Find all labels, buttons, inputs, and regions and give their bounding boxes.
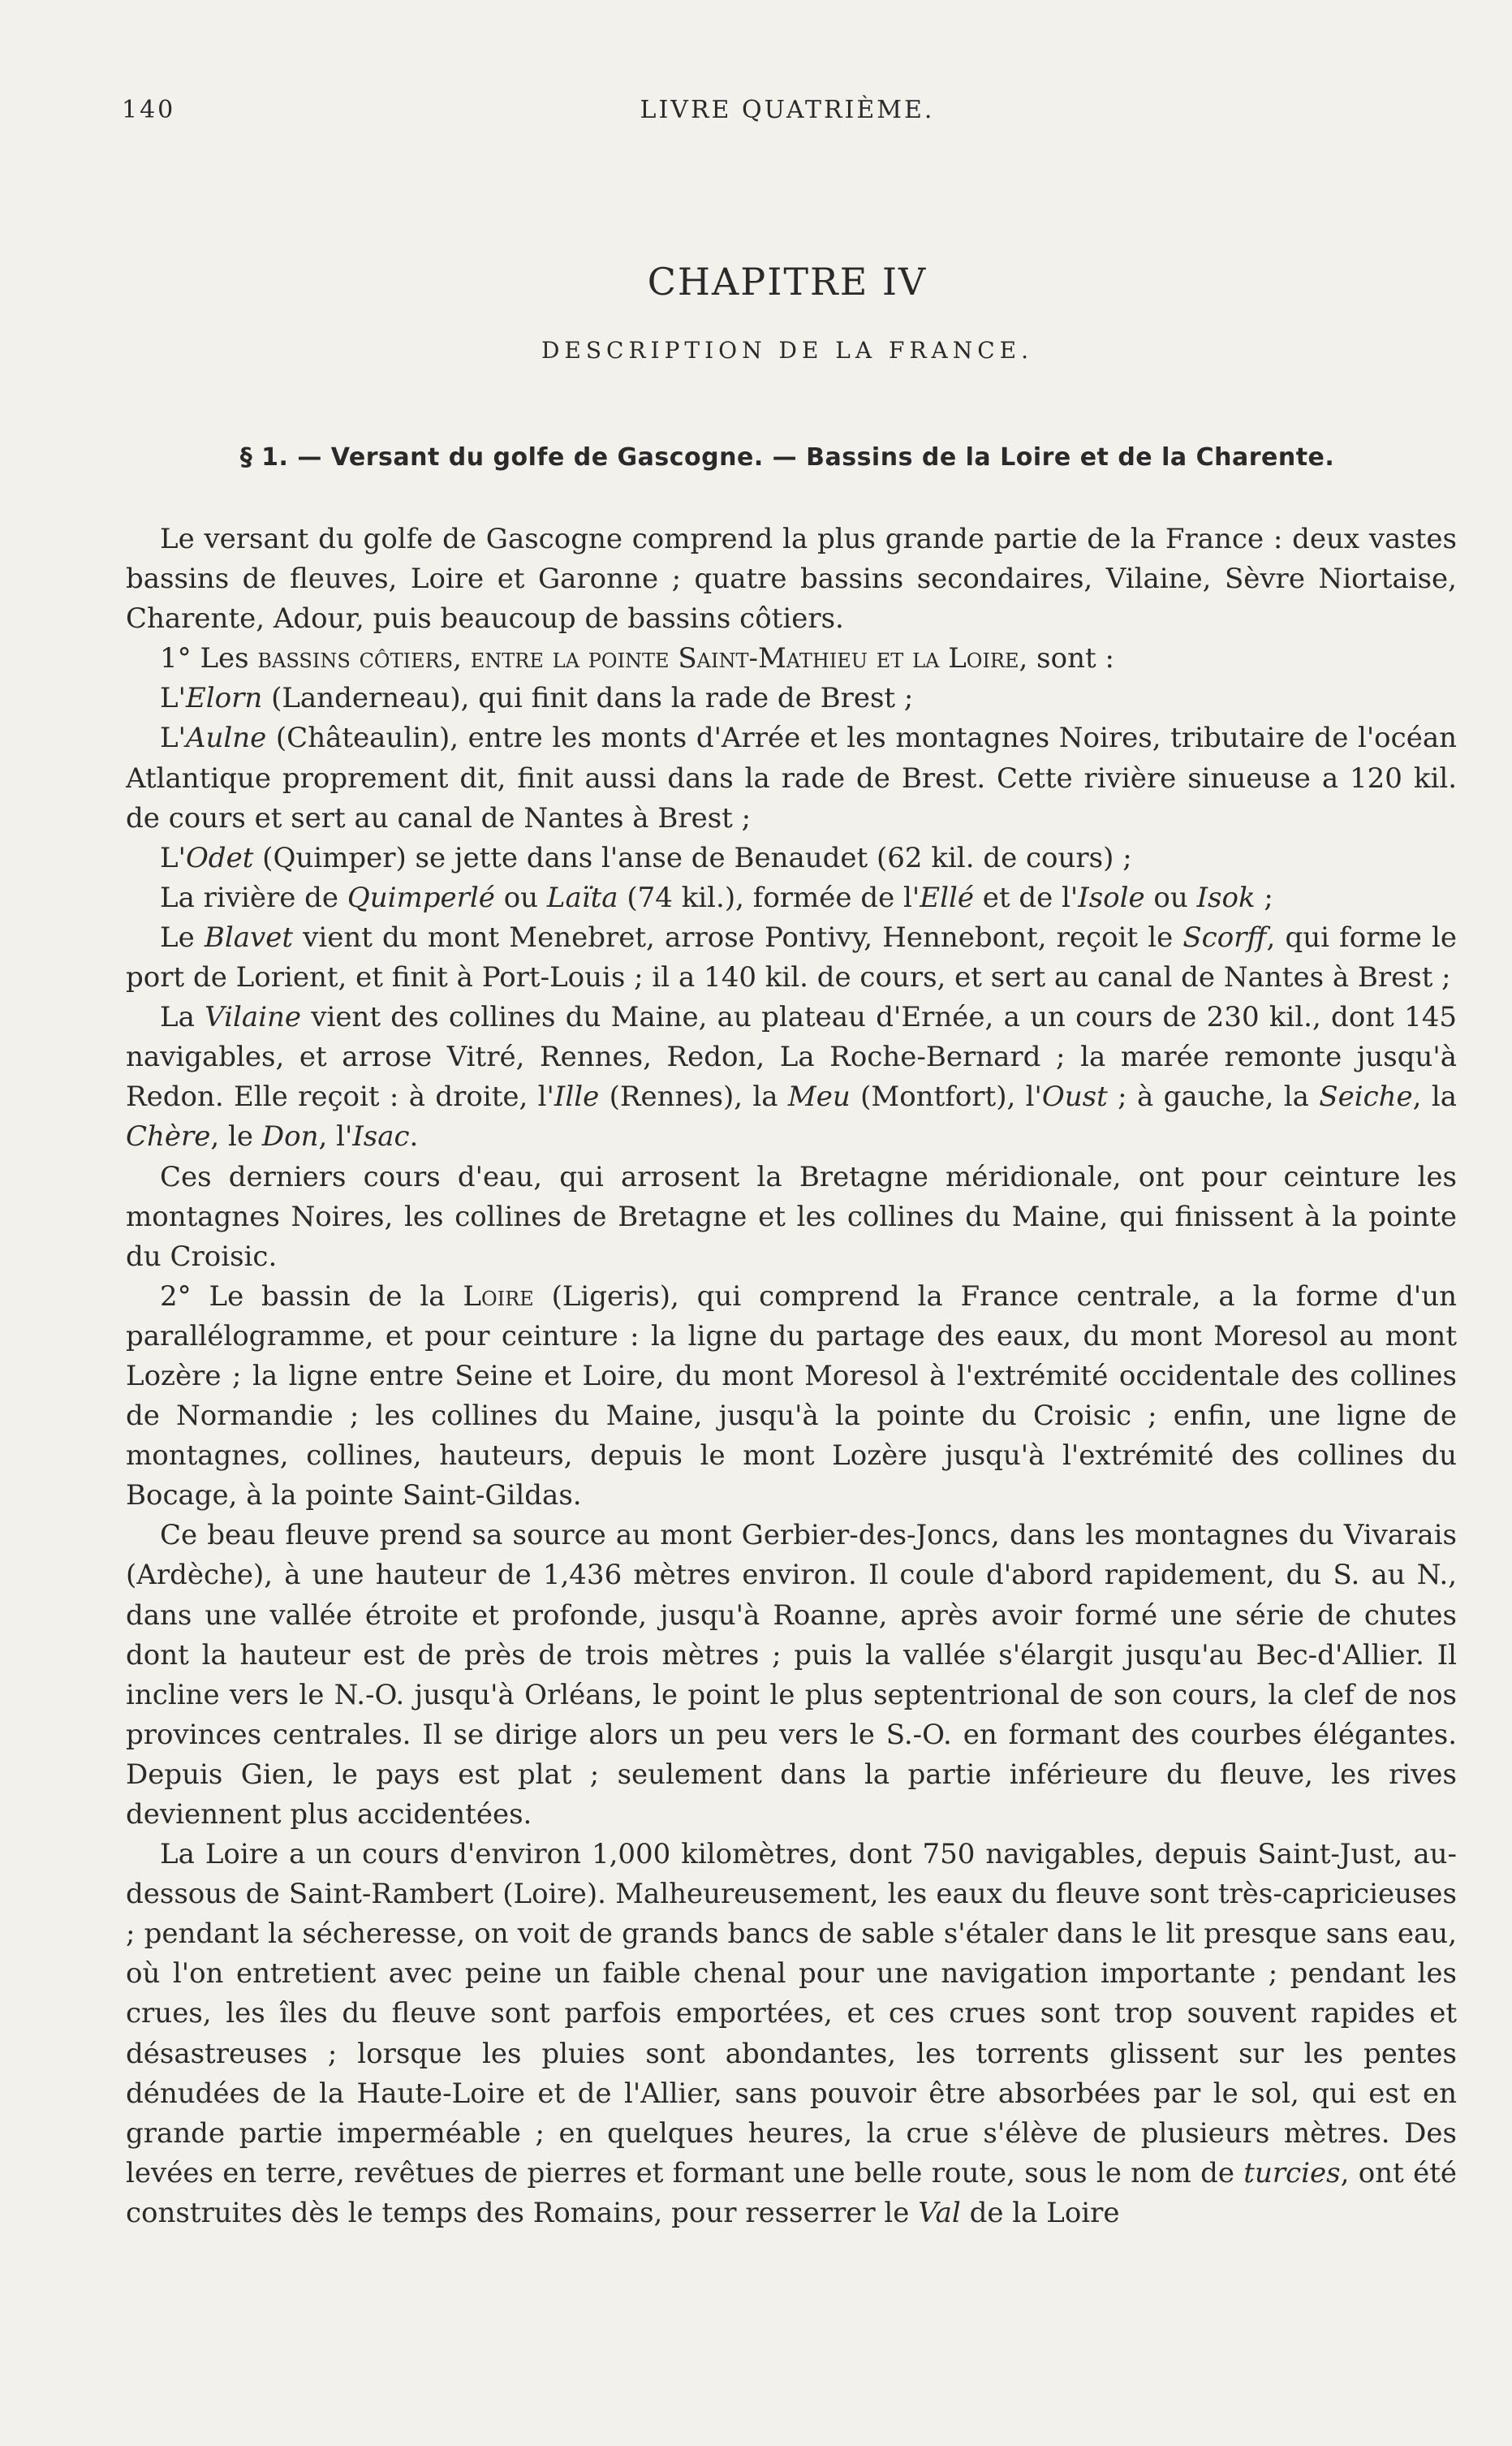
paragraph: [126, 1835, 1457, 2233]
text-run: La rivière de: [160, 881, 347, 914]
text-run: La: [160, 1001, 205, 1034]
italic-term: Isok: [1196, 881, 1256, 914]
italic-term: Laïta: [546, 881, 618, 914]
text-run: , ont été construites dès le temps des Romains, pour resserrer le: [126, 2156, 1457, 2229]
paragraph: [126, 679, 1457, 718]
paragraph: [126, 839, 1457, 878]
text-run: vient des collines du Maine, au plateau d'Ernée, a un cours de 230 kil., dont 145 navigables, et arrose Vitré, Rennes, Redon, La Roche-Bernard ; la marée remonte jusqu'à Redon. Elle reçoit : à droite, l': [126, 1001, 1458, 1114]
body-text: [126, 520, 1457, 2233]
italic-term: Don: [261, 1120, 319, 1154]
text-run: , qui forme le port de Lorient, et finit à Port-Louis ; il a 140 kil. de cours, et sert au canal de Nantes à Brest ;: [126, 921, 1457, 994]
text-run: 1° Les: [160, 642, 258, 675]
italic-term: turcies: [1243, 2156, 1341, 2189]
paragraph: [126, 520, 1457, 639]
chapter-subtitle: DESCRIPTION DE LA FRANCE.: [541, 337, 1034, 364]
text-run: Ces derniers cours d'eau, qui arrosent la Bretagne méridionale, ont pour ceinture les montagnes Noires, les collines de Bretagne et les collines du Maine, qui finissent à la pointe du Croisic.: [126, 1160, 1457, 1273]
text-run: 2° Le bassin de la: [160, 1279, 463, 1313]
text-run: L': [160, 841, 186, 874]
text-run: ou: [494, 881, 547, 914]
text-run: L': [160, 682, 186, 715]
text-run: La Loire a un cours d'environ 1,000 kilomètres, dont 750 navigables, depuis Saint-Just, au-dessous de Saint-Rambert (Loire). Malheureusement, les eaux du fleuve sont très-capricieuses ; pendant la sécheresse, on voit de grands bancs de sable s'étaler dans le lit presque sans eau, où l'on entretient avec peine un faible chenal pour une navigation importante ; pendant les crues, les îles du fleuve sont parfois emportées, et ces crues sont trop souvent rapides et désastreuses ; lorsque les pluies sont abondantes, les torrents glissent sur les pentes dénudées de la Haute-Loire et de l'Allier, sans pouvoir être absorbées par le sol, qui est en grande partie imperméable ; en quelques heures, la crue s'élève de plusieurs mètres. Des levées en terre, revêtues de pierres et formant une belle route, sous le nom de: [126, 1838, 1457, 2189]
text-run: ;: [1255, 881, 1273, 914]
text-run: (Montfort), l': [850, 1081, 1042, 1114]
small-caps-text: bassins côtiers, entre la pointe Saint-Mathieu et la Loire,: [257, 642, 1028, 675]
text-run: , la: [1412, 1081, 1457, 1114]
text-run: sont :: [1027, 642, 1114, 675]
text-run: (Ligeris), qui comprend la France centrale, a la forme d'un parallélogramme, et pour ceinture : la ligne du partage des eaux, du mont Moresol au mont Lozère ; la ligne entre Seine et Loire, du mont Moresol à l'extrémité occidentale des collines de Normandie ; les collines du Maine, jusqu'à la pointe du Croisic ; enfin, une ligne de montagnes, collines, hauteurs, depuis le mont Lozère jusqu'à l'extrémité des collines du Bocage, à la pointe Saint-Gildas.: [126, 1279, 1457, 1512]
italic-term: Elorn: [185, 682, 263, 715]
italic-term: Val: [918, 2196, 961, 2229]
paragraph: [126, 1516, 1457, 1835]
italic-term: Seiche: [1319, 1081, 1413, 1114]
text-run: Le: [160, 921, 205, 954]
text-run: L': [160, 722, 186, 755]
text-run: , l': [318, 1120, 353, 1154]
italic-term: Aulne: [185, 722, 267, 755]
text-run: Le versant du golfe de Gascogne comprend la plus grande partie de la France : deux vastes bassins de fleuves, Loire et Garonne ; quatre bassins secondaires, Vilaine, Sèvre Niortaise, Charente, Adour, puis beaucoup de bassins côtiers.: [126, 523, 1457, 636]
section-heading: § 1. — Versant du golfe de Gascogne. — Bassins de la Loire et de la Charente.: [239, 443, 1335, 472]
text-run: de la Loire: [960, 2196, 1120, 2229]
italic-term: Meu: [787, 1081, 851, 1114]
text-run: (Châteaulin), entre les monts d'Arrée et les montagnes Noires, tributaire de l'océan Atlantique proprement dit, finit aussi dans la rade de Brest. Cette rivière sinueuse a 120 kil. de cours et sert au canal de Nantes à Brest ;: [126, 722, 1457, 835]
text-run: .: [409, 1120, 419, 1154]
italic-term: Quimperlé: [347, 881, 495, 914]
italic-term: Blavet: [204, 921, 293, 954]
running-head: [122, 96, 1453, 136]
italic-term: Oust: [1041, 1081, 1108, 1114]
italic-term: Chère: [126, 1120, 211, 1154]
text-run: , le: [210, 1120, 262, 1154]
italic-term: Ille: [554, 1081, 600, 1114]
paragraph: [126, 718, 1457, 838]
paragraph: [126, 918, 1457, 998]
text-run: (Landerneau), qui finit dans la rade de Brest ;: [262, 682, 914, 715]
paragraph: [126, 639, 1457, 679]
text-run: (Rennes), la: [599, 1081, 788, 1114]
paragraph: [126, 998, 1457, 1157]
text-run: (Quimper) se jette dans l'anse de Benaudet (62 kil. de cours) ;: [253, 841, 1132, 874]
italic-term: Scorff: [1182, 921, 1267, 954]
page-number: 140: [122, 96, 176, 124]
text-run: vient du mont Menebret, arrose Pontivy, Hennebont, reçoit le: [292, 921, 1183, 954]
italic-term: Odet: [185, 841, 254, 874]
running-title: LIVRE QUATRIÈME.: [640, 96, 935, 124]
text-run: ou: [1144, 881, 1197, 914]
text-run: et de l': [973, 881, 1079, 914]
paragraph: [126, 1277, 1457, 1516]
text-run: (74 kil.), formée de l': [618, 881, 920, 914]
paragraph: [126, 878, 1457, 918]
italic-term: Ellé: [920, 881, 974, 914]
italic-term: Isac: [352, 1120, 410, 1154]
italic-term: Vilaine: [205, 1001, 301, 1034]
italic-term: Isole: [1078, 881, 1145, 914]
small-caps-text: Loire: [463, 1279, 534, 1313]
chapter-title: CHAPITRE IV: [647, 260, 928, 304]
paragraph: [126, 1158, 1457, 1277]
text-run: ; à gauche, la: [1107, 1081, 1320, 1114]
text-run: Ce beau fleuve prend sa source au mont Gerbier-des-Joncs, dans les montagnes du Vivarais (Ardèche), à une hauteur de 1,436 mètres environ. Il coule d'abord rapidement, du S. au N., dans une vallée étroite et profonde, jusqu'à Roanne, après avoir formé une série de chutes dont la hauteur est de près de trois mètres ; puis la vallée s'élargit jusqu'au Bec-d'Allier. Il incline vers le N.-O. jusqu'à Orléans, le point le plus septentrional de son cours, la clef de nos provinces centrales. Il se dirige alors un peu vers le S.-O. en formant des courbes élégantes. Depuis Gien, le pays est plat ; seulement dans la partie inférieure du fleuve, les rives deviennent plus accidentées.: [126, 1519, 1457, 1831]
